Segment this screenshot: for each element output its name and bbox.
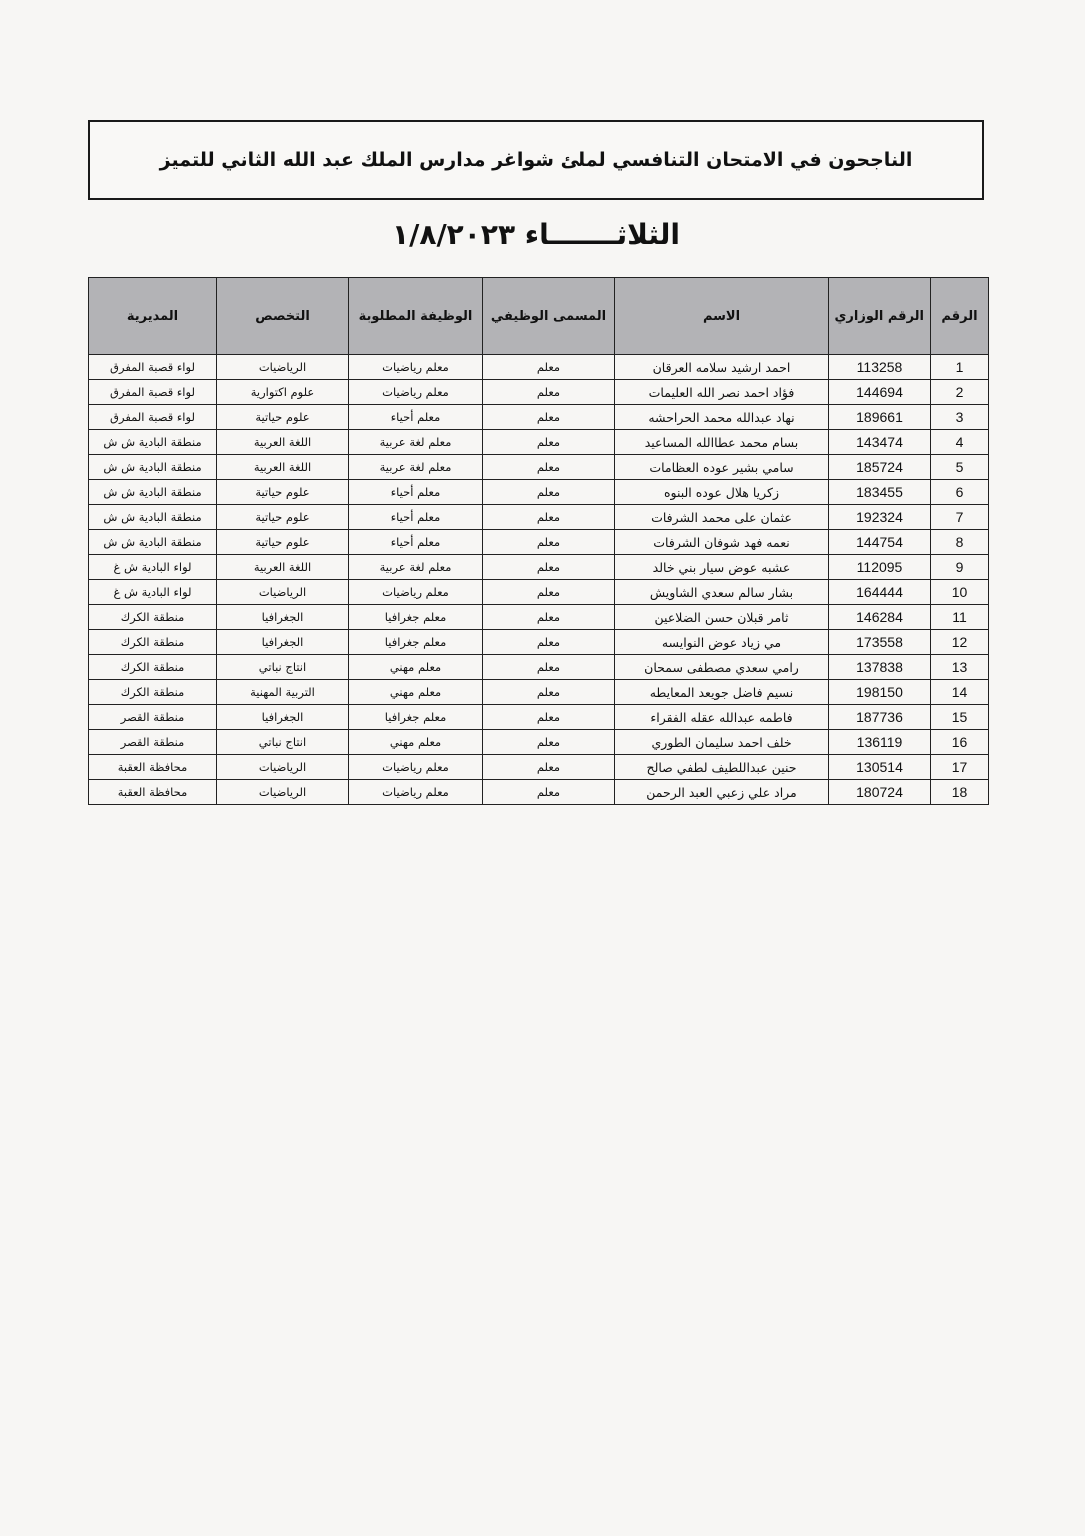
cell-specialization: الرياضيات	[217, 355, 349, 380]
header-number: الرقم	[931, 278, 989, 355]
cell-row-number: 15	[931, 705, 989, 730]
cell-person-name: فاطمه عبدالله عقله الفقراء	[615, 705, 829, 730]
cell-job-title: معلم	[483, 605, 615, 630]
cell-directorate: منطقة البادية ش ش	[89, 455, 217, 480]
cell-required-position: معلم جغرافيا	[349, 705, 483, 730]
cell-person-name: احمد ارشيد سلامه العرقان	[615, 355, 829, 380]
table-row	[89, 580, 989, 605]
cell-ministry-id: 113258	[829, 355, 931, 380]
table-row	[89, 530, 989, 555]
cell-specialization: اللغة العربية	[217, 455, 349, 480]
title-box	[88, 120, 984, 200]
cell-directorate: منطقة الكرك	[89, 630, 217, 655]
cell-job-title: معلم	[483, 780, 615, 805]
cell-row-number: 4	[931, 430, 989, 455]
cell-directorate: منطقة الكرك	[89, 655, 217, 680]
cell-required-position: معلم رياضيات	[349, 380, 483, 405]
cell-ministry-id: 173558	[829, 630, 931, 655]
cell-required-position: معلم لغة عربية	[349, 430, 483, 455]
cell-specialization: علوم حياتية	[217, 505, 349, 530]
cell-directorate: محافظة العقبة	[89, 780, 217, 805]
cell-row-number: 2	[931, 380, 989, 405]
cell-ministry-id: 183455	[829, 480, 931, 505]
table-body	[89, 355, 989, 805]
table-row	[89, 755, 989, 780]
cell-specialization: علوم اكتوارية	[217, 380, 349, 405]
cell-person-name: خلف احمد سليمان الطوري	[615, 730, 829, 755]
cell-ministry-id: 144694	[829, 380, 931, 405]
cell-directorate: منطقة البادية ش ش	[89, 480, 217, 505]
cell-row-number: 5	[931, 455, 989, 480]
cell-directorate: محافظة العقبة	[89, 755, 217, 780]
cell-required-position: معلم أحياء	[349, 530, 483, 555]
cell-ministry-id: 144754	[829, 530, 931, 555]
table-row	[89, 705, 989, 730]
cell-job-title: معلم	[483, 530, 615, 555]
header-ministry-id: الرقم الوزاري	[829, 278, 931, 355]
cell-directorate: لواء قصبة المفرق	[89, 355, 217, 380]
cell-person-name: بشار سالم سعدي الشاويش	[615, 580, 829, 605]
cell-row-number: 1	[931, 355, 989, 380]
cell-person-name: نهاد عبدالله محمد الحراحشه	[615, 405, 829, 430]
cell-ministry-id: 185724	[829, 455, 931, 480]
cell-person-name: عشبه عوض سيار بني خالد	[615, 555, 829, 580]
cell-specialization: علوم حياتية	[217, 530, 349, 555]
table-row	[89, 480, 989, 505]
cell-required-position: معلم أحياء	[349, 405, 483, 430]
cell-required-position: معلم أحياء	[349, 480, 483, 505]
cell-specialization: الرياضيات	[217, 780, 349, 805]
cell-job-title: معلم	[483, 705, 615, 730]
cell-person-name: بسام محمد عطاالله المساعيد	[615, 430, 829, 455]
cell-specialization: انتاج نباتي	[217, 730, 349, 755]
cell-row-number: 10	[931, 580, 989, 605]
cell-directorate: لواء البادية ش غ	[89, 580, 217, 605]
cell-ministry-id: 137838	[829, 655, 931, 680]
cell-person-name: رامي سعدي مصطفى سمحان	[615, 655, 829, 680]
cell-row-number: 17	[931, 755, 989, 780]
cell-ministry-id: 192324	[829, 505, 931, 530]
header-job-title: المسمى الوظيفي	[483, 278, 615, 355]
cell-required-position: معلم رياضيات	[349, 580, 483, 605]
cell-required-position: معلم رياضيات	[349, 355, 483, 380]
cell-specialization: الجغرافيا	[217, 630, 349, 655]
cell-specialization: علوم حياتية	[217, 480, 349, 505]
cell-row-number: 14	[931, 680, 989, 705]
header-specialization: التخصص	[217, 278, 349, 355]
cell-specialization: علوم حياتية	[217, 405, 349, 430]
cell-row-number: 18	[931, 780, 989, 805]
cell-job-title: معلم	[483, 455, 615, 480]
table-row	[89, 555, 989, 580]
cell-row-number: 11	[931, 605, 989, 630]
table-row	[89, 380, 989, 405]
cell-directorate: لواء قصبة المفرق	[89, 405, 217, 430]
cell-specialization: الجغرافيا	[217, 705, 349, 730]
table-row	[89, 655, 989, 680]
table-row	[89, 355, 989, 380]
cell-required-position: معلم مهني	[349, 730, 483, 755]
cell-job-title: معلم	[483, 355, 615, 380]
cell-ministry-id: 187736	[829, 705, 931, 730]
cell-person-name: مي زياد عوض النوايسه	[615, 630, 829, 655]
cell-required-position: معلم جغرافيا	[349, 605, 483, 630]
cell-row-number: 8	[931, 530, 989, 555]
cell-ministry-id: 130514	[829, 755, 931, 780]
cell-ministry-id: 136119	[829, 730, 931, 755]
cell-job-title: معلم	[483, 755, 615, 780]
header-required-position: الوظيفة المطلوبة	[349, 278, 483, 355]
cell-job-title: معلم	[483, 380, 615, 405]
cell-required-position: معلم لغة عربية	[349, 455, 483, 480]
cell-job-title: معلم	[483, 405, 615, 430]
cell-job-title: معلم	[483, 655, 615, 680]
cell-required-position: معلم لغة عربية	[349, 555, 483, 580]
cell-required-position: معلم رياضيات	[349, 755, 483, 780]
cell-person-name: زكريا هلال عوده البنوه	[615, 480, 829, 505]
cell-person-name: عثمان على محمد الشرفات	[615, 505, 829, 530]
cell-required-position: معلم جغرافيا	[349, 630, 483, 655]
cell-row-number: 13	[931, 655, 989, 680]
table-row	[89, 780, 989, 805]
cell-required-position: معلم مهني	[349, 655, 483, 680]
cell-person-name: ثامر قبلان حسن الضلاعين	[615, 605, 829, 630]
cell-person-name: نسيم فاضل جويعد المعايطه	[615, 680, 829, 705]
cell-directorate: لواء البادية ش غ	[89, 555, 217, 580]
table-row	[89, 680, 989, 705]
cell-required-position: معلم مهني	[349, 680, 483, 705]
cell-specialization: الرياضيات	[217, 755, 349, 780]
results-table	[88, 277, 989, 805]
cell-ministry-id: 189661	[829, 405, 931, 430]
cell-job-title: معلم	[483, 480, 615, 505]
cell-specialization: الجغرافيا	[217, 605, 349, 630]
cell-person-name: حنين عبداللطيف لطفي صالح	[615, 755, 829, 780]
date-heading: الثلاثـــــــاء ١/٨/٢٠٢٣	[392, 218, 680, 251]
cell-job-title: معلم	[483, 580, 615, 605]
table-row	[89, 405, 989, 430]
cell-specialization: اللغة العربية	[217, 430, 349, 455]
cell-job-title: معلم	[483, 630, 615, 655]
cell-ministry-id: 112095	[829, 555, 931, 580]
cell-ministry-id: 164444	[829, 580, 931, 605]
cell-job-title: معلم	[483, 430, 615, 455]
table-row	[89, 505, 989, 530]
cell-job-title: معلم	[483, 680, 615, 705]
cell-row-number: 3	[931, 405, 989, 430]
cell-directorate: منطقة القصر	[89, 730, 217, 755]
cell-ministry-id: 146284	[829, 605, 931, 630]
cell-specialization: التربية المهنية	[217, 680, 349, 705]
cell-ministry-id: 180724	[829, 780, 931, 805]
table-row	[89, 630, 989, 655]
document-title: الناجحون في الامتحان التنافسي لملئ شواغر مدارس الملك عبد الله الثاني للتميز	[159, 149, 913, 171]
cell-required-position: معلم أحياء	[349, 505, 483, 530]
cell-directorate: منطقة البادية ش ش	[89, 505, 217, 530]
cell-row-number: 12	[931, 630, 989, 655]
header-name: الاسم	[615, 278, 829, 355]
cell-person-name: سامي بشير عوده العظامات	[615, 455, 829, 480]
cell-directorate: منطقة الكرك	[89, 680, 217, 705]
cell-directorate: منطقة الكرك	[89, 605, 217, 630]
cell-directorate: منطقة القصر	[89, 705, 217, 730]
table-row	[89, 430, 989, 455]
cell-person-name: مراد علي زعبي العبد الرحمن	[615, 780, 829, 805]
cell-person-name: نعمه فهد شوفان الشرفات	[615, 530, 829, 555]
cell-job-title: معلم	[483, 505, 615, 530]
header-directorate: المديرية	[89, 278, 217, 355]
table-header-row	[89, 278, 989, 355]
cell-directorate: لواء قصبة المفرق	[89, 380, 217, 405]
cell-specialization: اللغة العربية	[217, 555, 349, 580]
cell-row-number: 9	[931, 555, 989, 580]
cell-ministry-id: 198150	[829, 680, 931, 705]
cell-directorate: منطقة البادية ش ش	[89, 430, 217, 455]
cell-directorate: منطقة البادية ش ش	[89, 530, 217, 555]
table-row	[89, 455, 989, 480]
cell-specialization: الرياضيات	[217, 580, 349, 605]
cell-row-number: 6	[931, 480, 989, 505]
cell-person-name: فؤاد احمد نصر الله العليمات	[615, 380, 829, 405]
cell-required-position: معلم رياضيات	[349, 780, 483, 805]
table-row	[89, 605, 989, 630]
cell-row-number: 16	[931, 730, 989, 755]
cell-specialization: انتاج نباتي	[217, 655, 349, 680]
cell-ministry-id: 143474	[829, 430, 931, 455]
cell-job-title: معلم	[483, 730, 615, 755]
cell-row-number: 7	[931, 505, 989, 530]
cell-job-title: معلم	[483, 555, 615, 580]
table-row	[89, 730, 989, 755]
